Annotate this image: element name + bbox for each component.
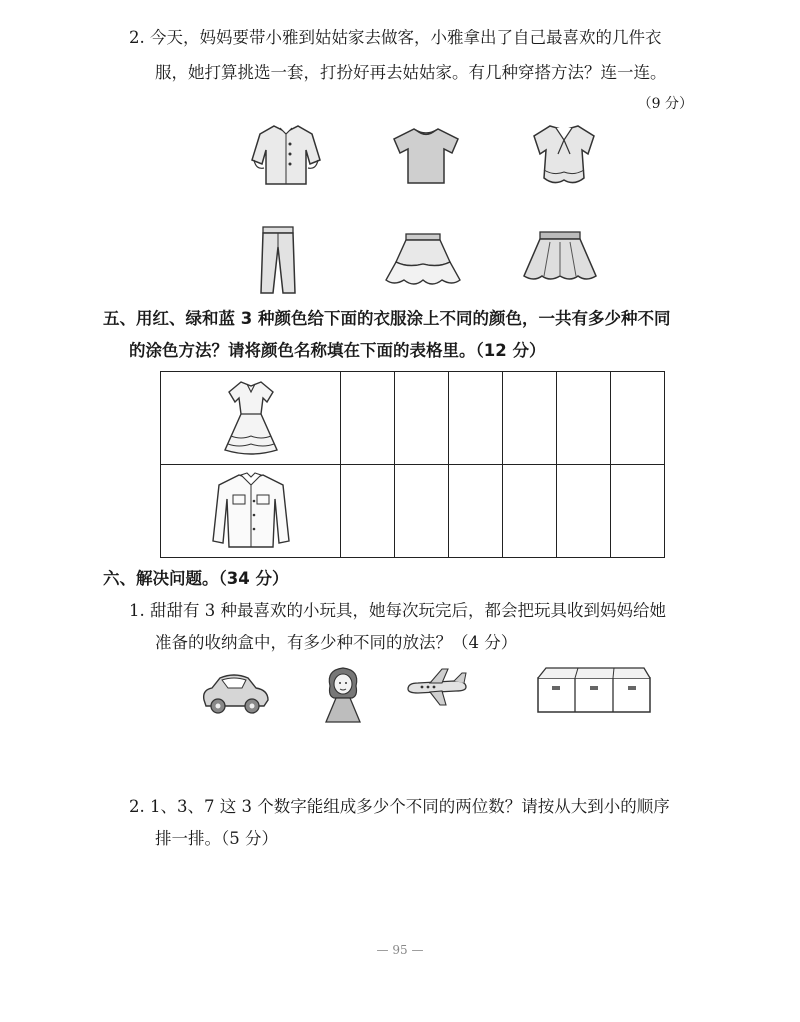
answer-cell[interactable] xyxy=(341,465,395,558)
airplane-icon xyxy=(404,667,468,707)
answer-cell[interactable] xyxy=(449,372,503,465)
q2-text-line1: 2. 今天，妈妈要带小雅到姑姑家去做客，小雅拿出了自己最喜欢的几件衣 xyxy=(129,28,662,47)
answer-cell[interactable] xyxy=(395,372,449,465)
dress-icon xyxy=(161,372,340,460)
dress-cell xyxy=(161,372,341,465)
s6-q1-line2: 准备的收纳盒中，有多少种不同的放法？（4 分） xyxy=(155,633,518,652)
s6-q2-line1: 2. 1、3、7 这 3 个数字能组成多少个不同的两位数？请按从大到小的顺序 xyxy=(129,797,670,816)
section6-heading: 六、解决问题。（34 分） xyxy=(103,569,289,588)
answer-cell[interactable] xyxy=(503,372,557,465)
answer-cell[interactable] xyxy=(395,465,449,558)
table-row xyxy=(161,465,665,558)
tshirt-icon[interactable] xyxy=(390,125,462,187)
answer-cell[interactable] xyxy=(449,465,503,558)
section5-heading-line2: 的涂色方法？请将颜色名称填在下面的表格里。（12 分） xyxy=(129,341,546,360)
coloring-table xyxy=(160,371,665,558)
jacket-icon[interactable] xyxy=(250,120,322,190)
table-row xyxy=(161,372,665,465)
flared-skirt-icon[interactable] xyxy=(520,230,600,284)
shirt-icon xyxy=(161,465,340,553)
answer-cell[interactable] xyxy=(557,372,611,465)
answer-cell[interactable] xyxy=(557,465,611,558)
shirt-cell xyxy=(161,465,341,558)
s6-q1-line1: 1. 甜甜有 3 种最喜欢的小玩具，她每次玩完后，都会把玩具收到妈妈给她 xyxy=(129,601,666,620)
answer-cell[interactable] xyxy=(611,465,665,558)
answer-cell[interactable] xyxy=(503,465,557,558)
q2-text-line2: 服，她打算挑选一套，打扮好再去姑姑家。有几种穿搭方法？连一连。 xyxy=(155,63,667,82)
doll-icon xyxy=(322,664,364,724)
pants-icon[interactable] xyxy=(255,225,301,295)
q2-points: （9 分） xyxy=(637,96,693,112)
storage-box-icon xyxy=(536,666,654,714)
blouse-icon[interactable] xyxy=(528,120,600,190)
answer-cell[interactable] xyxy=(341,372,395,465)
ruffled-skirt-icon[interactable] xyxy=(380,232,466,288)
s6-q2-line2: 排一排。（5 分） xyxy=(155,829,278,848)
page-number: — 95 — xyxy=(376,943,424,957)
toy-car-icon xyxy=(198,672,272,716)
section5-heading-line1: 五、用红、绿和蓝 3 种颜色给下面的衣服涂上不同的颜色，一共有多少种不同 xyxy=(103,309,671,328)
answer-cell[interactable] xyxy=(611,372,665,465)
